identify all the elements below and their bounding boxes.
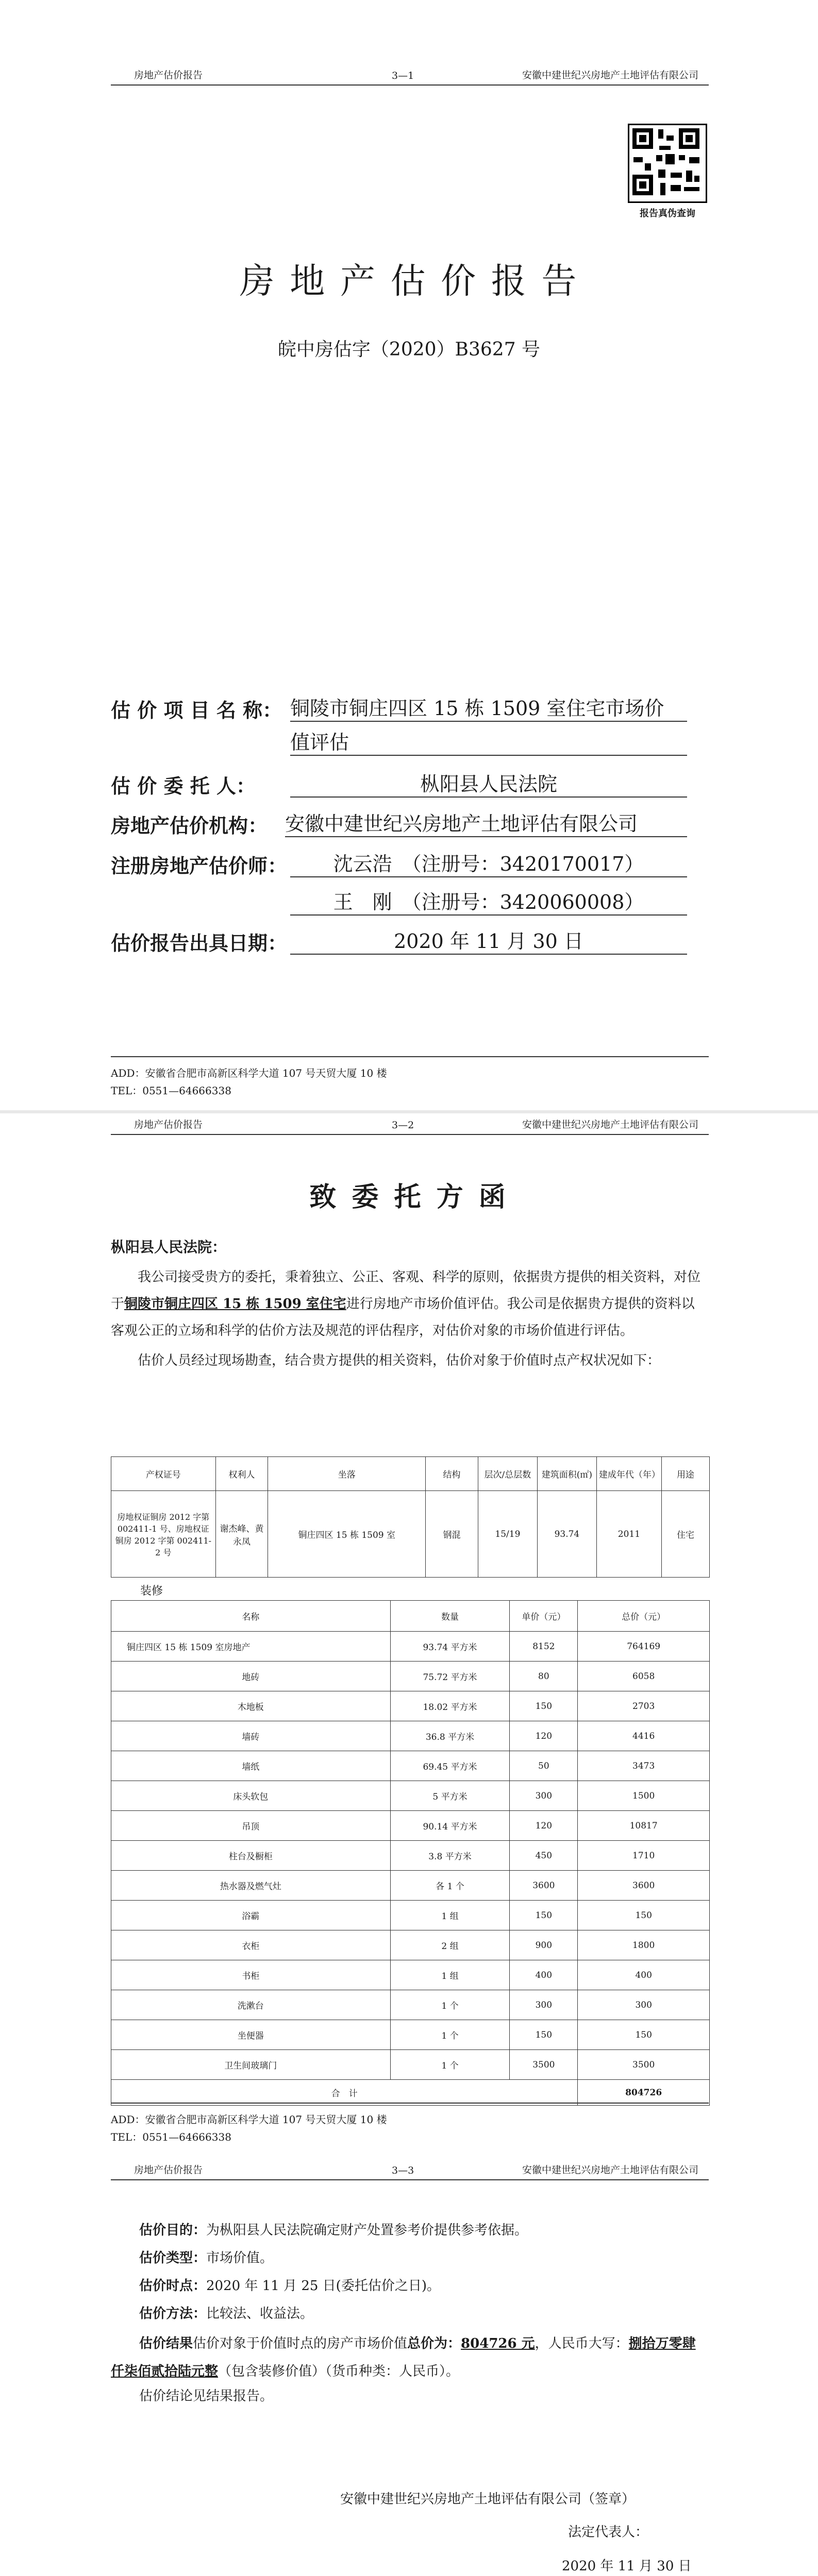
footer-address: ADD：安徽省合肥市高新区科学大道 107 号天贸大厦 10 楼 [111, 2113, 387, 2126]
cell-qty: 75.72 平方米 [390, 1662, 510, 1691]
col-use: 用途 [661, 1457, 709, 1491]
table-row [111, 1691, 710, 1721]
decoration-label: 装修 [140, 1585, 163, 1598]
cell-owner: 谢杰峰、黄永凤 [215, 1491, 268, 1578]
header-right: 安徽中建世纪兴房地产土地评估有限公司 [522, 1119, 698, 1130]
field-value-client: 枞阳县人民法院 [290, 768, 687, 798]
cell-floor: 15/19 [478, 1491, 537, 1578]
cell-total: 10817 [578, 1811, 710, 1841]
footer-tel: TEL：0551—64666338 [111, 1084, 231, 1097]
cell-qty: 1 个 [390, 2020, 510, 2050]
header-right: 安徽中建世纪兴房地产土地评估有限公司 [522, 70, 698, 81]
cell-unit-price: 150 [510, 1901, 578, 1930]
field-value-project-line2: 值评估 [290, 726, 687, 756]
footer-tel: TEL：0551—64666338 [111, 2131, 231, 2143]
cell-qty: 18.02 平方米 [390, 1691, 510, 1721]
decoration-table-header [111, 1601, 710, 1632]
col-name: 名称 [111, 1601, 391, 1632]
cell-area: 93.74 [537, 1491, 596, 1578]
para1-text-end: 进行房地产市场价值评估。我公司是依据贵方提供的资料以客观公正的立场和科学的估价方法及规范的评估程序，对估价对象的市场价值进行评估。 [111, 1296, 695, 1338]
signature-date: 2020 年 11 月 30 日 [562, 2558, 692, 2574]
header-left: 房地产估价报告 [134, 70, 203, 81]
cell-name: 墙纸 [111, 1751, 391, 1781]
item-label: 估价方法： [139, 2306, 207, 2321]
cell-total: 150 [578, 1901, 710, 1930]
cell-name: 热水器及燃气灶 [111, 1871, 391, 1901]
col-year: 建成年代（年） [596, 1457, 661, 1491]
field-label-project: 估 价 项 目 名 称： [111, 699, 282, 722]
header-page-number: 3—1 [392, 70, 414, 81]
paragraph-1 [111, 1264, 704, 1344]
cell-qty: 36.8 平方米 [390, 1721, 510, 1751]
page-footer [111, 2103, 709, 2146]
property-table [111, 1456, 710, 1578]
cell-qty: 3.8 平方米 [390, 1841, 510, 1871]
cell-qty: 各 1 个 [390, 1871, 510, 1901]
para1-text: 我公司接受贵方的委托，秉着独立、公正、客观、科学的原则，依据贵方提供的相关资料，对位于 [111, 1269, 701, 1312]
document-number: 皖中房估字（2020）B3627 号 [277, 339, 541, 360]
page-header [111, 64, 709, 86]
cell-total: 1710 [578, 1841, 710, 1871]
table-row [111, 1491, 710, 1578]
field-value-project: 铜陵市铜庄四区 15 栋 1509 室住宅市场价 [290, 692, 687, 722]
cell-name: 铜庄四区 15 栋 1509 室房地产 [111, 1632, 391, 1662]
cell-total: 764169 [578, 1632, 710, 1662]
col-owner: 权利人 [215, 1457, 268, 1491]
page-1 [0, 0, 818, 1110]
field-label-agency: 房地产估价机构： [111, 814, 268, 837]
cell-total: 1500 [578, 1781, 710, 1811]
field-label-client: 估 价 委 托 人： [111, 774, 256, 798]
cell-total: 2703 [578, 1691, 710, 1721]
header-left: 房地产估价报告 [134, 2164, 203, 2176]
cell-unit-price: 50 [510, 1751, 578, 1781]
header-right: 安徽中建世纪兴房地产土地评估有限公司 [522, 2164, 698, 2176]
item-type [139, 2244, 711, 2272]
cell-year: 2011 [596, 1491, 661, 1578]
table-row [111, 1811, 710, 1841]
cell-name: 地砖 [111, 1662, 391, 1691]
item-method [139, 2300, 711, 2328]
cell-qty: 1 个 [390, 1990, 510, 2020]
result-text-2: ，人民币大写： [535, 2336, 629, 2351]
header-page-number: 3—3 [392, 2165, 414, 2176]
table-row [111, 1751, 710, 1781]
col-structure: 结构 [426, 1457, 478, 1491]
cell-unit-price: 150 [510, 1691, 578, 1721]
cell-unit-price: 150 [510, 2020, 578, 2050]
result-text-3: （包含装修价值）（货币种类：人民币）。 [218, 2364, 460, 2379]
col-unit-price: 单价（元） [510, 1601, 578, 1632]
field-value-appraiser-1: 沈云浩 （注册号：3420170017） [290, 848, 687, 877]
page-2 [0, 1113, 818, 2221]
item-label: 估价目的： [139, 2223, 207, 2238]
cell-total: 300 [578, 1990, 710, 2020]
cell-total: 400 [578, 1960, 710, 1990]
item-text: 为枞阳县人民法院确定财产处置参考价提供参考依据。 [206, 2223, 528, 2238]
col-total: 总价（元） [578, 1601, 710, 1632]
cell-unit-price: 3500 [510, 2050, 578, 2080]
item-text: 2020 年 11 月 25 日(委托估价之日)。 [206, 2278, 440, 2294]
cell-name: 衣柜 [111, 1930, 391, 1960]
property-address: 铜陵市铜庄四区 15 栋 1509 室住宅 [124, 1296, 346, 1312]
total-row [111, 2080, 710, 2106]
item-label: 估价时点： [139, 2278, 207, 2294]
table-row [111, 1990, 710, 2020]
cell-name: 墙砖 [111, 1721, 391, 1751]
cell-qty: 5 平方米 [390, 1781, 510, 1811]
cell-name: 卫生间玻璃门 [111, 2050, 391, 2080]
field-value-date: 2020 年 11 月 30 日 [290, 925, 687, 955]
letter-addressee: 枞阳县人民法院： [111, 1239, 227, 1256]
cell-name: 木地板 [111, 1691, 391, 1721]
page-3 [0, 2159, 818, 2576]
cell-name: 吊顶 [111, 1811, 391, 1841]
field-label-date: 估价报告出具日期： [111, 931, 288, 955]
cell-unit-price: 450 [510, 1841, 578, 1871]
cell-name: 浴霸 [111, 1901, 391, 1930]
cell-use: 住宅 [661, 1491, 709, 1578]
signature-company: 安徽中建世纪兴房地产土地评估有限公司（签章） [340, 2492, 636, 2507]
cell-unit-price: 900 [510, 1930, 578, 1960]
item-text: 市场价值。 [206, 2250, 274, 2266]
item-label: 估价类型： [139, 2250, 207, 2266]
result-amount-words: 捌拾万零肆仟柒佰贰拾陆元整 [111, 2336, 696, 2379]
letter-title: 致 委 托 方 函 [309, 1181, 509, 1213]
cell-qty: 2 组 [390, 1930, 510, 1960]
cell-cert: 房地权证铜房 2012 字第 002411-1 号、房地权证铜房 2012 字第 002411-2 号 [111, 1491, 216, 1578]
cell-total: 6058 [578, 1662, 710, 1691]
cell-total: 3600 [578, 1871, 710, 1901]
cell-total: 3500 [578, 2050, 710, 2080]
cell-qty: 1 组 [390, 1901, 510, 1930]
table-row [111, 1632, 710, 1662]
result-total-label: 总价为： [407, 2336, 461, 2351]
decoration-table-body [111, 1632, 710, 2080]
cell-unit-price: 300 [510, 1781, 578, 1811]
table-row [111, 1781, 710, 1811]
cell-total: 4416 [578, 1721, 710, 1751]
table-row [111, 1930, 710, 1960]
item-text: 比较法、收益法。 [206, 2306, 314, 2321]
item-purpose [139, 2216, 711, 2244]
table-row [111, 1841, 710, 1871]
property-table-header [111, 1457, 710, 1491]
cell-unit-price: 8152 [510, 1632, 578, 1662]
qr-code-icon[interactable] [628, 124, 707, 203]
item-list [139, 2216, 711, 2328]
cell-location: 铜庄四区 15 栋 1509 室 [268, 1491, 426, 1578]
cell-qty: 1 个 [390, 2050, 510, 2080]
field-label-appraisers: 注册房地产估价师： [111, 854, 288, 877]
cell-name: 书柜 [111, 1960, 391, 1990]
col-floor: 层次/总层数 [478, 1457, 537, 1491]
paragraph-2: 估价人员经过现场勘查，结合贵方提供的相关资料，估价对象于价值时点产权状况如下： [138, 1353, 661, 1368]
item-date [139, 2272, 711, 2300]
footer-address: ADD：安徽省合肥市高新区科学大道 107 号天贸大厦 10 楼 [111, 1067, 387, 1079]
table-row [111, 1901, 710, 1930]
result-label: 估价结果 [139, 2336, 193, 2351]
page-footer [111, 1056, 709, 1099]
field-value-agency: 安徽中建世纪兴房地产土地评估有限公司 [285, 808, 687, 837]
decoration-table [111, 1600, 710, 2106]
cell-unit-price: 400 [510, 1960, 578, 1990]
result-amount: 804726 元 [461, 2336, 535, 2351]
field-value-appraiser-2: 王 刚 （注册号：3420060008） [290, 886, 687, 916]
cell-unit-price: 120 [510, 1811, 578, 1841]
cell-structure: 钢混 [426, 1491, 478, 1578]
header-page-number: 3—2 [392, 1120, 414, 1131]
cell-total: 1800 [578, 1930, 710, 1960]
col-qty: 数量 [390, 1601, 510, 1632]
result-paragraph [111, 2330, 709, 2385]
cell-name: 洗漱台 [111, 1990, 391, 2020]
qr-caption: 报告真伪查询 [640, 208, 695, 219]
table-row [111, 1871, 710, 1901]
cell-unit-price: 120 [510, 1721, 578, 1751]
header-left: 房地产估价报告 [134, 1119, 203, 1130]
report-title: 房 地 产 估 价 报 告 [239, 261, 579, 302]
col-location: 坐落 [268, 1457, 426, 1491]
col-area: 建筑面积(㎡) [537, 1457, 596, 1491]
page-header [111, 2159, 709, 2180]
cell-name: 柱台及橱柜 [111, 1841, 391, 1871]
total-value: 804726 [578, 2080, 710, 2106]
table-row [111, 1960, 710, 1990]
result-text: 估价对象于价值时点的房产市场价值 [193, 2336, 408, 2351]
cell-unit-price: 80 [510, 1662, 578, 1691]
cell-name: 坐便器 [111, 2020, 391, 2050]
cell-qty: 1 组 [390, 1960, 510, 1990]
cell-total: 150 [578, 2020, 710, 2050]
cell-qty: 90.14 平方米 [390, 1811, 510, 1841]
closing-line: 估价结论见结果报告。 [139, 2388, 274, 2404]
cell-unit-price: 3600 [510, 1871, 578, 1901]
table-row [111, 2020, 710, 2050]
table-row [111, 2050, 710, 2080]
cell-total: 3473 [578, 1751, 710, 1781]
table-row [111, 1662, 710, 1691]
signature-representative: 法定代表人： [568, 2524, 649, 2540]
letter-body [111, 1264, 704, 1374]
cell-qty: 93.74 平方米 [390, 1632, 510, 1662]
cell-qty: 69.45 平方米 [390, 1751, 510, 1781]
page-header [111, 1113, 709, 1135]
col-cert: 产权证号 [111, 1457, 216, 1491]
total-label: 合 计 [111, 2080, 578, 2106]
cell-unit-price: 300 [510, 1990, 578, 2020]
table-row [111, 1721, 710, 1751]
cell-name: 床头软包 [111, 1781, 391, 1811]
